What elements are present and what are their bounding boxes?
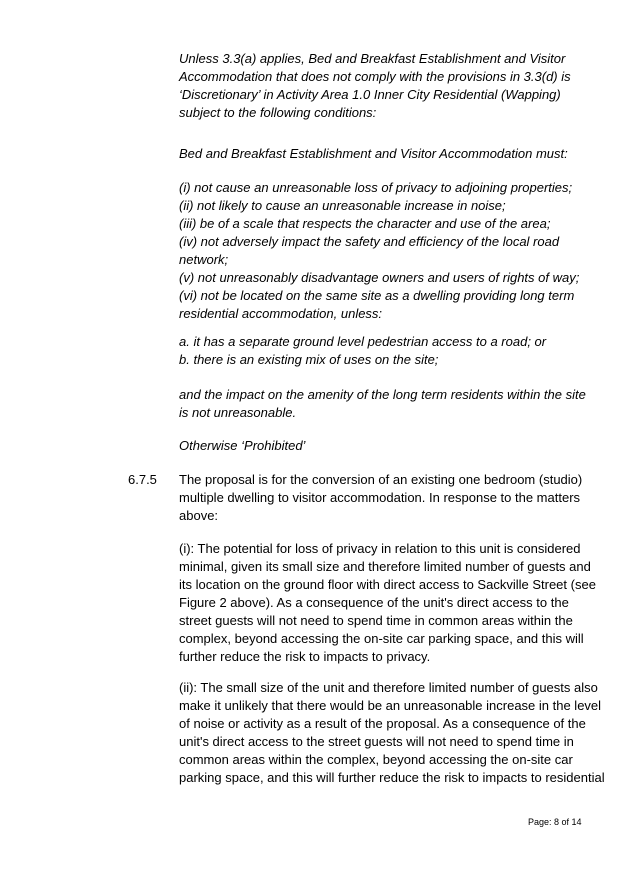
paragraph-ii-line: (ii): The small size of the unit and therefore limited number of guests also bbox=[179, 680, 598, 695]
intro-line: Accommodation that does not comply with the provisions in 3.3(d) is bbox=[179, 69, 571, 84]
intro-paragraph bbox=[179, 50, 599, 122]
section-line: The proposal is for the conversion of an existing one bedroom (studio) bbox=[179, 472, 583, 487]
paragraph-ii-line: common areas within the complex, beyond accessing the on-site car bbox=[179, 752, 573, 767]
sub-conditions-list bbox=[179, 333, 599, 369]
otherwise-text: Otherwise ‘Prohibited’ bbox=[179, 438, 306, 453]
condition-item: (vi) not be located on the same site as a dwelling providing long term bbox=[179, 288, 575, 303]
must-heading bbox=[179, 145, 599, 163]
paragraph-i-line: its location on the ground floor with direct access to Sackville Street (see bbox=[179, 577, 596, 592]
paragraph-ii-line: unit's direct access to the street guests will not need to spend time in bbox=[179, 734, 574, 749]
paragraph-ii-line: make it unlikely that there would be an unreasonable increase in the level bbox=[179, 698, 602, 713]
paragraph-i bbox=[179, 540, 599, 666]
paragraph-ii-line: parking space, and this will further reduce the risk to impacts to residential bbox=[179, 770, 605, 785]
impact-line: and the impact on the amenity of the long term residents within the site bbox=[179, 387, 586, 402]
impact-line: is not unreasonable. bbox=[179, 405, 297, 420]
paragraph-i-line: street guests will not need to spend time in common areas within the bbox=[179, 613, 573, 628]
intro-line: subject to the following conditions: bbox=[179, 105, 377, 120]
paragraph-i-line: (i): The potential for loss of privacy in relation to this unit is considered bbox=[179, 541, 581, 556]
section-intro-paragraph bbox=[179, 471, 599, 525]
condition-item: (ii) not likely to cause an unreasonable increase in noise; bbox=[179, 198, 506, 213]
sub-condition-item: b. there is an existing mix of uses on the site; bbox=[179, 352, 439, 367]
paragraph-ii-line: of noise or activity as a result of the proposal. As a consequence of the bbox=[179, 716, 586, 731]
paragraph-i-line: further reduce the risk to impacts to privacy. bbox=[179, 649, 431, 664]
conditions-list bbox=[179, 179, 599, 323]
intro-line: Unless 3.3(a) applies, Bed and Breakfast Establishment and Visitor bbox=[179, 51, 566, 66]
paragraph-i-line: Figure 2 above). As a consequence of the unit's direct access to the bbox=[179, 595, 569, 610]
impact-paragraph bbox=[179, 386, 599, 422]
condition-item: residential accommodation, unless: bbox=[179, 306, 383, 321]
condition-item: (v) not unreasonably disadvantage owners and users of rights of way; bbox=[179, 270, 580, 285]
section-line: multiple dwelling to visitor accommodation. In response to the matters bbox=[179, 490, 581, 505]
condition-item: network; bbox=[179, 252, 229, 267]
paragraph-i-line: minimal, given its small size and therefore limited number of guests and bbox=[179, 559, 591, 574]
condition-item: (iii) be of a scale that respects the character and use of the area; bbox=[179, 216, 551, 231]
condition-item: (iv) not adversely impact the safety and efficiency of the local road bbox=[179, 234, 560, 249]
intro-line: ‘Discretionary’ in Activity Area 1.0 Inner City Residential (Wapping) bbox=[179, 87, 561, 102]
section-line: above: bbox=[179, 508, 219, 523]
paragraph-i-line: complex, beyond accessing the on-site car parking space, and this will bbox=[179, 631, 584, 646]
section-number: 6.7.5 bbox=[128, 472, 157, 487]
sub-condition-item: a. it has a separate ground level pedestrian access to a road; or bbox=[179, 334, 547, 349]
otherwise-line bbox=[179, 437, 599, 455]
condition-item: (i) not cause an unreasonable loss of privacy to adjoining properties; bbox=[179, 180, 573, 195]
page-number-footer: Page: 8 of 14 bbox=[528, 817, 582, 827]
must-heading-text: Bed and Breakfast Establishment and Visitor Accommodation must: bbox=[179, 146, 568, 161]
paragraph-ii bbox=[179, 679, 605, 787]
